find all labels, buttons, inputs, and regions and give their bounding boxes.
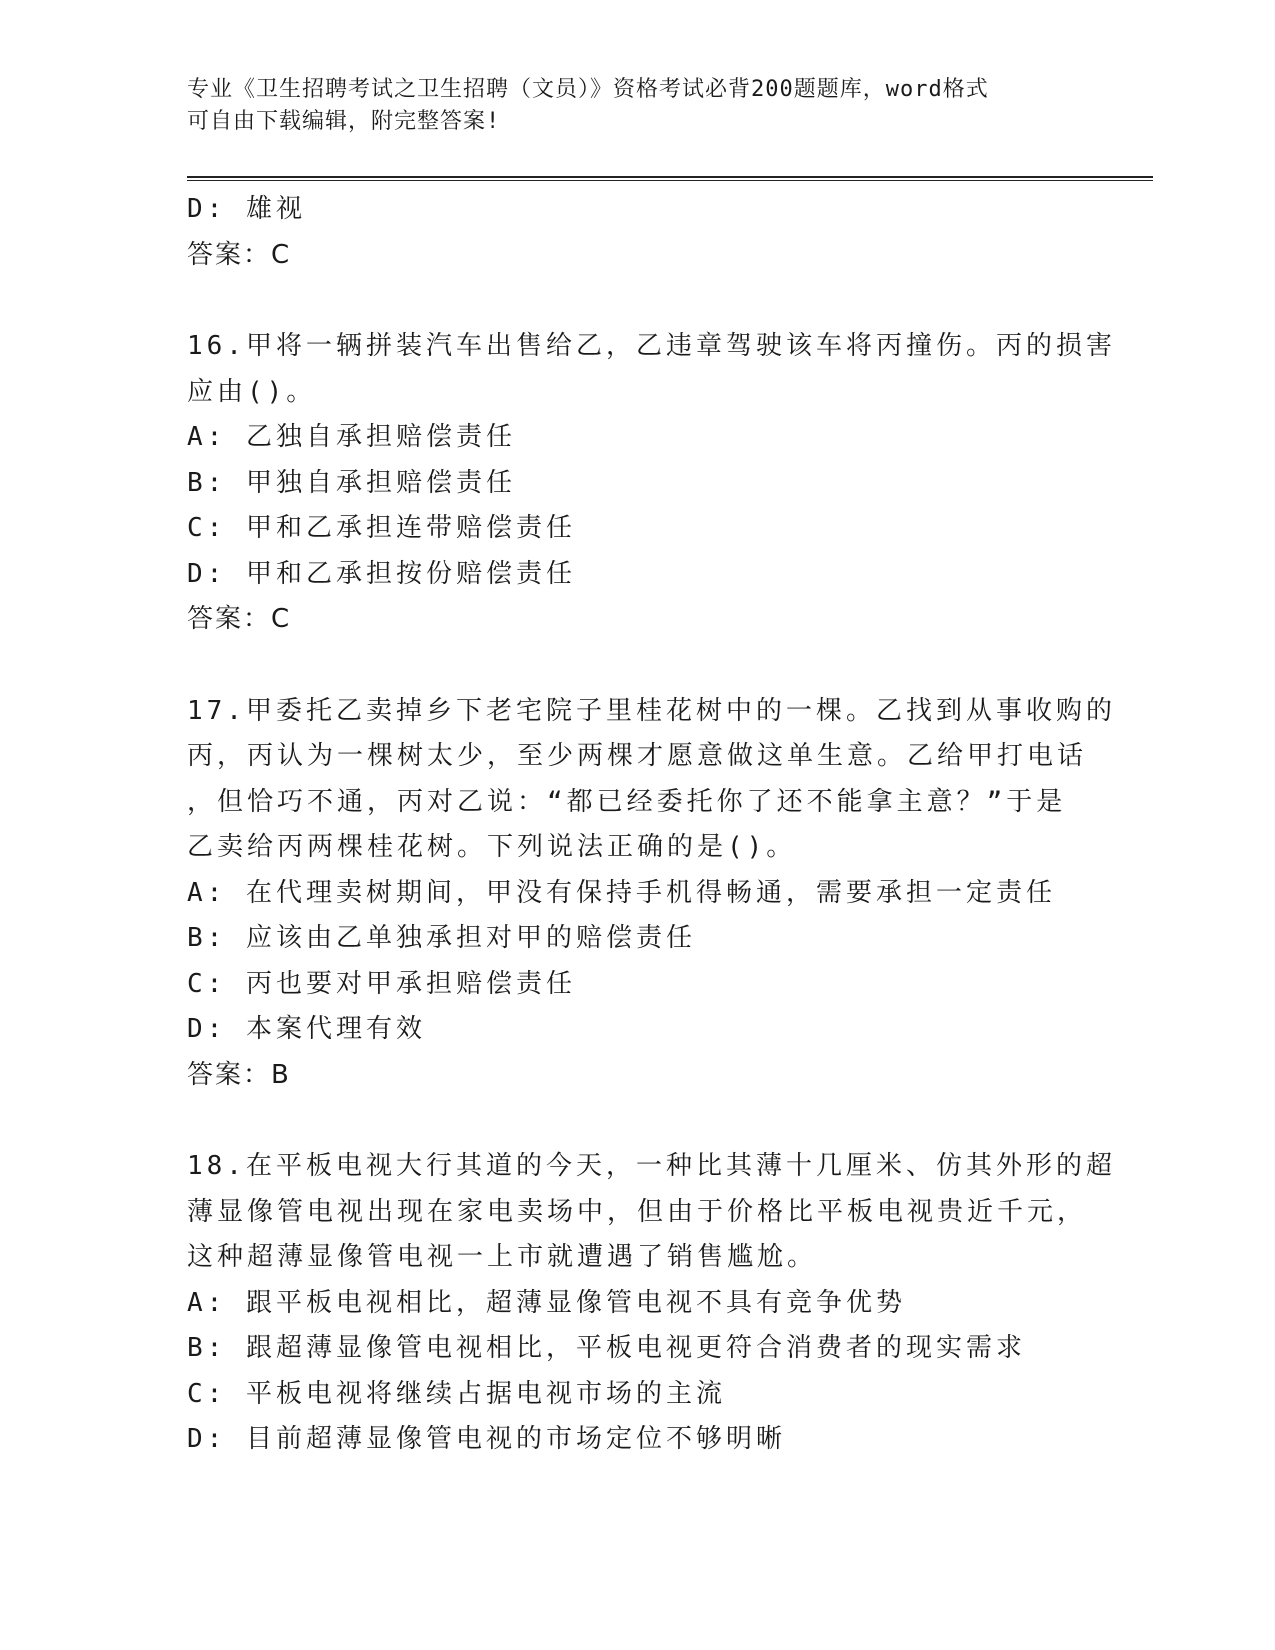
document-body (187, 187, 1116, 1463)
option-b: B: 应该由乙单独承担对甲的赔偿责任 (187, 923, 696, 953)
question-stem (187, 324, 1116, 415)
previous-question-tail (187, 187, 1087, 278)
option-b: B: 跟超薄显像管电视相比，平板电视更符合消费者的现实需求 (187, 1333, 1026, 1363)
stem-line: 丙，丙认为一棵树太少，至少两棵才愿意做这单生意。乙给甲打电话 (187, 741, 1088, 771)
spacer (187, 1098, 1087, 1144)
header-line-1: 专业《卫生招聘考试之卫生招聘（文员）》资格考试必背200题题库，word格式 (187, 77, 989, 102)
stem-line: ，但恰巧不通，丙对乙说：“都已经委托你了还不能拿主意？”于是 (187, 786, 1067, 817)
option-d: D: 雄视 (187, 194, 306, 224)
option-c: C: 丙也要对甲承担赔偿责任 (187, 968, 576, 999)
stem-line: 应由()。 (187, 376, 317, 407)
option-d: D: 甲和乙承担按份赔偿责任 (187, 558, 576, 589)
question-stem (187, 1144, 1116, 1281)
stem-line: 这种超薄显像管电视一上市就遭遇了销售尴尬。 (187, 1242, 818, 1272)
spacer (187, 643, 1087, 689)
question-16 (187, 324, 1116, 643)
stem-line: 乙卖给丙两棵桂花树。下列说法正确的是()。 (187, 832, 797, 862)
answer: 答案：B (187, 1059, 291, 1090)
option-d: D: 目前超薄显像管电视的市场定位不够明晰 (187, 1424, 786, 1454)
stem-line: 18.在平板电视大行其道的今天，一种比其薄十几厘米、仿其外形的超 (187, 1151, 1116, 1181)
header-divider (187, 176, 1153, 181)
document-header (187, 74, 1067, 138)
option-a: A: 跟平板电视相比，超薄显像管电视不具有竞争优势 (187, 1287, 906, 1318)
spacer (187, 278, 1087, 324)
option-a: A: 乙独自承担赔偿责任 (187, 422, 516, 452)
option-a: A: 在代理卖树期间，甲没有保持手机得畅通，需要承担一定责任 (187, 877, 1056, 908)
question-17 (187, 689, 1116, 1099)
stem-line: 16.甲将一辆拼装汽车出售给乙，乙违章驾驶该车将丙撞伤。丙的损害 (187, 331, 1116, 361)
option-d: D: 本案代理有效 (187, 1014, 426, 1044)
answer: 答案：C (187, 604, 292, 634)
stem-line: 薄显像管电视出现在家电卖场中，但由于价格比平板电视贵近千元， (187, 1196, 1088, 1227)
question-18 (187, 1144, 1116, 1463)
question-stem (187, 689, 1116, 871)
answer: 答案：C (187, 239, 292, 270)
stem-line: 17.甲委托乙卖掉乡下老宅院子里桂花树中的一棵。乙找到从事收购的 (187, 695, 1116, 726)
option-c: C: 甲和乙承担连带赔偿责任 (187, 513, 576, 543)
option-c: C: 平板电视将继续占据电视市场的主流 (187, 1378, 726, 1409)
header-line-2: 可自由下载编辑，附完整答案! (187, 109, 501, 134)
option-b: B: 甲独自承担赔偿责任 (187, 467, 516, 498)
